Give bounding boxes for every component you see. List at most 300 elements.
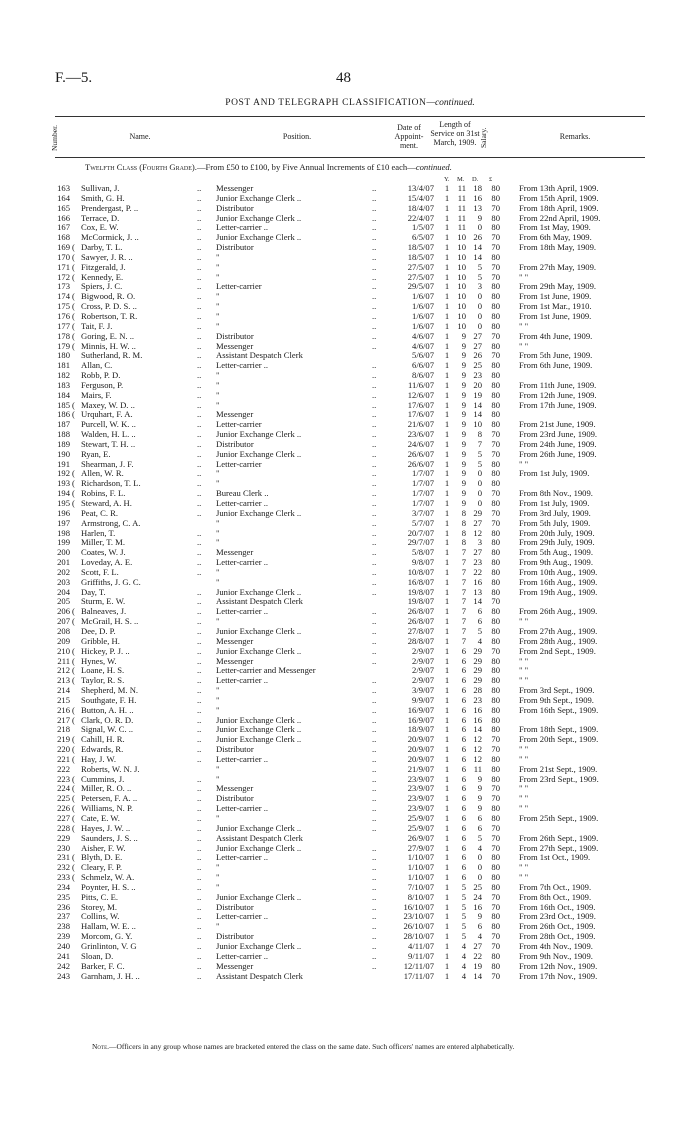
row-years: 1 xyxy=(444,537,450,548)
row-leader: .. xyxy=(197,714,202,725)
row-date: 9/11/07 xyxy=(408,950,434,961)
row-months: 9 xyxy=(461,488,466,499)
row-years: 1 xyxy=(444,950,450,961)
row-leader: .. xyxy=(197,310,202,321)
row-leader: .. xyxy=(372,763,377,774)
row-name: Schmelz, W. A. xyxy=(81,872,135,883)
row-position: " xyxy=(216,763,220,774)
row-months: 7 xyxy=(461,586,466,597)
row-name: Barker, F. C. xyxy=(81,960,125,971)
row-name: Allen, W. R. xyxy=(81,468,124,479)
row-number: 181 xyxy=(57,360,70,371)
row-months: 6 xyxy=(461,813,466,823)
row-months: 8 xyxy=(461,517,466,528)
row-salary: 80 xyxy=(491,586,500,597)
row-date: 1/10/07 xyxy=(407,852,434,863)
row-date: 17/6/07 xyxy=(407,409,434,420)
row-date: 11/6/07 xyxy=(408,379,434,390)
row-bracket: ( xyxy=(72,301,75,312)
unit-d: D. xyxy=(472,176,479,183)
row-salary: 70 xyxy=(491,970,500,981)
row-leader: .. xyxy=(197,625,202,636)
row-months: 9 xyxy=(461,419,466,430)
row-position: Letter-carrier .. xyxy=(216,675,269,686)
row-number: 219 xyxy=(57,734,70,745)
row-salary: 70 xyxy=(491,645,500,656)
row-number: 201 xyxy=(57,557,70,568)
row-date: 20/7/07 xyxy=(407,527,434,538)
row-position: Bureau Clerk .. xyxy=(216,488,269,499)
page-title-text: POST AND TELEGRAPH CLASSIFICATION xyxy=(225,98,427,108)
row-name: Robins, F. L. xyxy=(81,488,126,499)
row-leader: .. xyxy=(372,192,377,203)
row-remarks: From 16th Oct., 1909. xyxy=(519,901,596,912)
row-leader: .. xyxy=(372,310,377,321)
row-leader: .. xyxy=(197,527,202,538)
row-date: 20/9/07 xyxy=(407,753,434,764)
row-salary: 80 xyxy=(491,419,500,430)
row-remarks: From 3rd July, 1909. xyxy=(519,507,591,518)
row-bracket: ( xyxy=(72,665,75,676)
header-rule-top xyxy=(55,116,645,117)
row-number: 205 xyxy=(57,596,70,607)
row-position: Junior Exchange Clerk .. xyxy=(216,822,302,833)
row-position: " xyxy=(216,301,220,312)
class-heading-prefix: Twelfth Class (Fourth Grade). xyxy=(85,162,197,172)
row-leader: .. xyxy=(372,655,377,666)
row-days: 18 xyxy=(473,183,482,193)
row-years: 1 xyxy=(444,970,450,981)
row-days: 20 xyxy=(473,379,482,390)
row-name: McCormick, J. .. xyxy=(81,232,139,243)
row-name: Dee, D. P. xyxy=(81,625,116,636)
row-remarks: " " xyxy=(519,271,529,282)
row-date: 18/5/07 xyxy=(407,251,434,262)
row-position: " xyxy=(216,251,220,262)
row-number: 184 xyxy=(57,389,70,400)
page-title xyxy=(0,98,700,108)
row-leader: .. xyxy=(197,970,202,981)
row-salary: 70 xyxy=(491,438,500,449)
row-days: 3 xyxy=(477,281,482,292)
row-leader: .. xyxy=(197,635,202,646)
row-number: 198 xyxy=(57,527,70,538)
row-name: Storey, M. xyxy=(81,901,117,912)
row-days: 9 xyxy=(477,783,482,794)
row-bracket: ( xyxy=(72,645,75,656)
row-number: 225 xyxy=(57,793,70,804)
row-leader: .. xyxy=(372,960,377,971)
row-position: Letter-carrier .. xyxy=(216,606,269,617)
row-days: 14 xyxy=(473,251,482,262)
row-days: 26 xyxy=(473,350,482,361)
row-remarks: From 23rd Sept., 1909. xyxy=(519,773,599,784)
row-years: 1 xyxy=(444,261,450,272)
row-position: Junior Exchange Clerk .. xyxy=(216,625,302,636)
row-position: Letter-carrier .. xyxy=(216,753,269,764)
row-salary: 80 xyxy=(491,389,500,400)
row-remarks: " " xyxy=(519,793,529,804)
row-bracket: ( xyxy=(72,606,75,617)
row-position: Distributor xyxy=(216,793,254,804)
row-days: 13 xyxy=(473,586,482,597)
row-days: 29 xyxy=(473,655,482,666)
row-leader: .. xyxy=(197,645,202,656)
row-salary: 80 xyxy=(491,635,500,646)
row-leader: .. xyxy=(372,842,377,853)
row-remarks: From 26th Sept., 1909. xyxy=(519,832,599,843)
row-number: 167 xyxy=(57,222,70,233)
row-bracket: ( xyxy=(72,340,75,351)
row-leader: .. xyxy=(372,330,377,341)
row-salary: 80 xyxy=(491,468,500,479)
row-years: 1 xyxy=(444,921,450,932)
row-leader: .. xyxy=(372,389,377,400)
row-months: 6 xyxy=(461,724,466,735)
row-name: Harlen, T. xyxy=(81,527,116,538)
row-number: 213 xyxy=(57,675,70,686)
row-months: 6 xyxy=(461,753,466,764)
row-months: 10 xyxy=(457,232,466,243)
row-months: 7 xyxy=(461,596,466,607)
row-years: 1 xyxy=(444,872,450,883)
row-leader: .. xyxy=(372,813,377,823)
row-remarks: From 21st June, 1909. xyxy=(519,419,596,430)
column-length: Length of Service on 31st March, 1909. xyxy=(430,120,480,147)
row-number: 236 xyxy=(57,901,70,912)
row-date: 5/8/07 xyxy=(412,547,434,558)
row-leader: .. xyxy=(197,498,202,508)
row-remarks: From 27th Sept., 1909. xyxy=(519,842,599,853)
row-remarks: From 28th Oct., 1909. xyxy=(519,931,596,942)
row-years: 1 xyxy=(444,557,450,568)
row-years: 1 xyxy=(444,271,450,282)
row-name: Robertson, T. R. xyxy=(81,310,138,321)
row-bracket: ( xyxy=(72,744,75,755)
row-months: 11 xyxy=(457,192,466,203)
row-name: Garnham, J. H. .. xyxy=(81,970,140,981)
row-name: Cox, E. W. xyxy=(81,222,119,233)
row-salary: 80 xyxy=(491,616,500,627)
class-heading-suffix: continued. xyxy=(415,162,452,172)
row-remarks: From 20th July, 1909. xyxy=(519,527,595,538)
row-leader: .. xyxy=(372,360,377,371)
column-date: Date of Appoint-ment. xyxy=(394,123,424,150)
row-days: 0 xyxy=(477,301,482,312)
row-years: 1 xyxy=(444,901,450,912)
row-salary: 80 xyxy=(491,281,500,292)
class-heading-text: —From £50 to £100, by Five Annual Increments of £10 each— xyxy=(196,162,416,172)
row-leader: .. xyxy=(197,360,202,371)
row-name: McGrail, H. S. .. xyxy=(81,616,139,627)
row-name: Williams, N. P. xyxy=(81,803,133,814)
row-position: " xyxy=(216,773,220,784)
row-number: 203 xyxy=(57,576,70,587)
row-months: 6 xyxy=(461,842,466,853)
row-days: 22 xyxy=(473,950,482,961)
row-bracket: ( xyxy=(72,675,75,686)
row-number: 182 xyxy=(57,370,70,381)
row-salary: 80 xyxy=(491,360,500,371)
row-leader: .. xyxy=(372,881,377,892)
row-days: 5 xyxy=(477,271,482,282)
row-years: 1 xyxy=(444,940,450,951)
row-number: 221 xyxy=(57,753,70,764)
row-days: 6 xyxy=(477,822,482,833)
row-years: 1 xyxy=(444,232,450,243)
row-days: 22 xyxy=(473,566,482,577)
row-remarks: From 27th May, 1909. xyxy=(519,261,597,272)
row-position: Letter-carrier xyxy=(216,458,262,469)
row-leader: .. xyxy=(372,212,377,223)
row-days: 5 xyxy=(477,458,482,469)
row-days: 0 xyxy=(477,872,482,883)
row-remarks: From 29th July, 1909. xyxy=(519,537,595,548)
row-bracket: ( xyxy=(72,320,75,331)
row-bracket: ( xyxy=(72,813,75,823)
row-years: 1 xyxy=(444,862,450,873)
row-leader: .. xyxy=(372,340,377,351)
row-remarks: From 15th April, 1909. xyxy=(519,192,599,203)
row-years: 1 xyxy=(444,822,450,833)
row-leader: .. xyxy=(372,301,377,312)
row-leader: .. xyxy=(372,399,377,410)
row-leader: .. xyxy=(372,822,377,833)
row-leader: .. xyxy=(197,872,202,883)
row-months: 11 xyxy=(457,222,466,233)
row-days: 6 xyxy=(477,921,482,932)
row-salary: 80 xyxy=(491,665,500,676)
row-years: 1 xyxy=(444,685,450,696)
row-date: 7/10/07 xyxy=(407,881,434,892)
row-months: 5 xyxy=(461,891,466,902)
row-position: Assistant Despatch Clerk xyxy=(216,596,303,607)
row-position: " xyxy=(216,399,220,410)
row-salary: 80 xyxy=(491,557,500,568)
row-name: Urquhart, F. A. xyxy=(81,409,133,420)
row-date: 2/9/07 xyxy=(412,675,434,686)
row-remarks: From 1st June, 1909. xyxy=(519,291,592,302)
row-number: 178 xyxy=(57,330,70,341)
row-name: Shepherd, M. N. xyxy=(81,685,139,696)
footnote xyxy=(92,1042,514,1051)
row-years: 1 xyxy=(444,458,450,469)
row-days: 24 xyxy=(473,891,482,902)
row-months: 9 xyxy=(461,458,466,469)
row-number: 192 xyxy=(57,468,70,479)
row-leader: .. xyxy=(197,429,202,440)
row-date: 29/7/07 xyxy=(407,537,434,548)
row-salary: 70 xyxy=(491,891,500,902)
row-days: 4 xyxy=(477,842,482,853)
row-days: 0 xyxy=(477,320,482,331)
row-years: 1 xyxy=(444,931,450,942)
row-remarks: From 8th Nov., 1909. xyxy=(519,488,593,499)
row-leader: .. xyxy=(372,458,377,469)
row-leader: .. xyxy=(197,291,202,302)
row-leader: .. xyxy=(197,370,202,381)
row-name: Maxey, W. D. .. xyxy=(81,399,135,410)
row-bracket: ( xyxy=(72,468,75,479)
row-date: 5/6/07 xyxy=(412,350,434,361)
row-salary: 80 xyxy=(491,301,500,312)
row-leader: .. xyxy=(372,242,377,253)
row-leader: .. xyxy=(372,566,377,577)
row-salary: 80 xyxy=(491,724,500,735)
row-position: " xyxy=(216,468,220,479)
row-number: 173 xyxy=(57,281,70,292)
row-leader: .. xyxy=(197,950,202,961)
row-date: 27/5/07 xyxy=(407,271,434,282)
row-months: 7 xyxy=(461,566,466,577)
row-date: 1/6/07 xyxy=(412,310,434,321)
row-days: 12 xyxy=(473,744,482,755)
row-salary: 70 xyxy=(491,271,500,282)
row-bracket: ( xyxy=(72,704,75,715)
row-remarks: From 27th Aug., 1909. xyxy=(519,625,598,636)
row-salary: 80 xyxy=(491,714,500,725)
row-salary: 80 xyxy=(491,399,500,410)
row-months: 6 xyxy=(461,645,466,656)
unit-m: M. xyxy=(457,176,465,183)
row-leader: .. xyxy=(197,813,202,823)
row-name: Cahill, H. R. xyxy=(81,734,125,745)
row-salary: 80 xyxy=(491,527,500,538)
row-days: 19 xyxy=(473,960,482,971)
row-leader: .. xyxy=(197,753,202,764)
row-position: Messenger xyxy=(216,783,254,794)
row-years: 1 xyxy=(444,212,450,223)
row-bracket: ( xyxy=(72,478,75,489)
row-date: 1/7/07 xyxy=(412,498,434,508)
row-days: 23 xyxy=(473,694,482,705)
row-number: 195 xyxy=(57,498,70,508)
row-bracket: ( xyxy=(72,773,75,784)
row-months: 9 xyxy=(461,448,466,459)
row-leader: .. xyxy=(197,803,202,814)
row-bracket: ( xyxy=(72,783,75,794)
row-months: 10 xyxy=(457,301,466,312)
row-days: 0 xyxy=(477,468,482,479)
row-remarks: " " xyxy=(519,655,529,666)
row-position: Letter-carrier and Messenger xyxy=(216,665,316,676)
row-number: 206 xyxy=(57,606,70,617)
row-salary: 80 xyxy=(491,291,500,302)
row-name: Miller, R. O. .. xyxy=(81,783,132,794)
row-leader: .. xyxy=(372,685,377,696)
row-number: 218 xyxy=(57,724,70,735)
row-remarks: From 1st Oct., 1909. xyxy=(519,852,591,863)
row-remarks: From 26th June, 1909. xyxy=(519,448,597,459)
row-years: 1 xyxy=(444,793,450,804)
row-number: 232 xyxy=(57,862,70,873)
row-leader: .. xyxy=(197,901,202,912)
row-date: 1/6/07 xyxy=(412,291,434,302)
row-years: 1 xyxy=(444,389,450,400)
row-years: 1 xyxy=(444,891,450,902)
row-date: 1/6/07 xyxy=(412,301,434,312)
row-leader: .. xyxy=(372,409,377,420)
row-months: 4 xyxy=(461,970,466,981)
row-remarks: " " xyxy=(519,458,529,469)
row-number: 186 xyxy=(57,409,70,420)
row-name: Collins, W. xyxy=(81,911,120,922)
row-leader: .. xyxy=(197,852,202,863)
row-date: 18/9/07 xyxy=(407,724,434,735)
row-position: Messenger xyxy=(216,960,254,971)
row-number: 227 xyxy=(57,813,70,823)
row-months: 6 xyxy=(461,714,466,725)
row-years: 1 xyxy=(444,566,450,577)
row-leader: .. xyxy=(372,183,377,193)
row-name: Aisher, F. W. xyxy=(81,842,126,853)
row-bracket: ( xyxy=(72,852,75,863)
row-leader: .. xyxy=(197,419,202,430)
row-salary: 70 xyxy=(491,429,500,440)
row-number: 169 xyxy=(57,242,70,253)
row-months: 9 xyxy=(461,478,466,489)
row-remarks: From 26th Aug., 1909. xyxy=(519,606,598,617)
row-position: Messenger xyxy=(216,183,254,193)
row-months: 5 xyxy=(461,931,466,942)
row-years: 1 xyxy=(444,291,450,302)
row-leader: .. xyxy=(372,586,377,597)
row-leader: .. xyxy=(197,242,202,253)
row-leader: .. xyxy=(197,744,202,755)
row-years: 1 xyxy=(444,202,450,213)
row-position: Distributor xyxy=(216,202,254,213)
row-salary: 80 xyxy=(491,625,500,636)
row-days: 29 xyxy=(473,675,482,686)
row-days: 27 xyxy=(473,940,482,951)
row-salary: 70 xyxy=(491,832,500,843)
row-name: Purcell, W. K. .. xyxy=(81,419,136,430)
row-name: Poynter, H. S. .. xyxy=(81,881,136,892)
row-salary: 80 xyxy=(491,379,500,390)
row-salary: 80 xyxy=(491,773,500,784)
row-salary: 80 xyxy=(491,911,500,922)
row-remarks: From 22nd April, 1909. xyxy=(519,212,601,223)
row-months: 9 xyxy=(461,340,466,351)
row-number: 180 xyxy=(57,350,70,361)
row-date: 23/9/07 xyxy=(407,773,434,784)
row-leader: .. xyxy=(372,527,377,538)
row-number: 196 xyxy=(57,507,70,518)
column-name: Name. xyxy=(129,132,151,141)
row-leader: .. xyxy=(197,507,202,518)
row-name: Sutherland, R. M. xyxy=(81,350,143,361)
row-name: Sullivan, J. xyxy=(81,183,120,193)
row-number: 230 xyxy=(57,842,70,853)
row-years: 1 xyxy=(444,242,450,253)
row-leader: .. xyxy=(197,704,202,715)
row-leader: .. xyxy=(197,793,202,804)
row-date: 28/10/07 xyxy=(403,931,434,942)
row-number: 163 xyxy=(57,183,70,193)
row-remarks: From 4th June, 1909. xyxy=(519,330,593,341)
row-bracket: ( xyxy=(72,714,75,725)
row-remarks: From 10th Aug., 1909. xyxy=(519,566,598,577)
row-bracket: ( xyxy=(72,793,75,804)
row-date: 23/10/07 xyxy=(403,911,434,922)
row-name: Blyth, D. E. xyxy=(81,852,123,863)
row-number: 233 xyxy=(57,872,70,883)
row-leader: .. xyxy=(372,419,377,430)
row-name: Petersen, F. A. .. xyxy=(81,793,138,804)
row-leader: .. xyxy=(372,645,377,656)
row-salary: 80 xyxy=(491,566,500,577)
row-years: 1 xyxy=(444,655,450,666)
